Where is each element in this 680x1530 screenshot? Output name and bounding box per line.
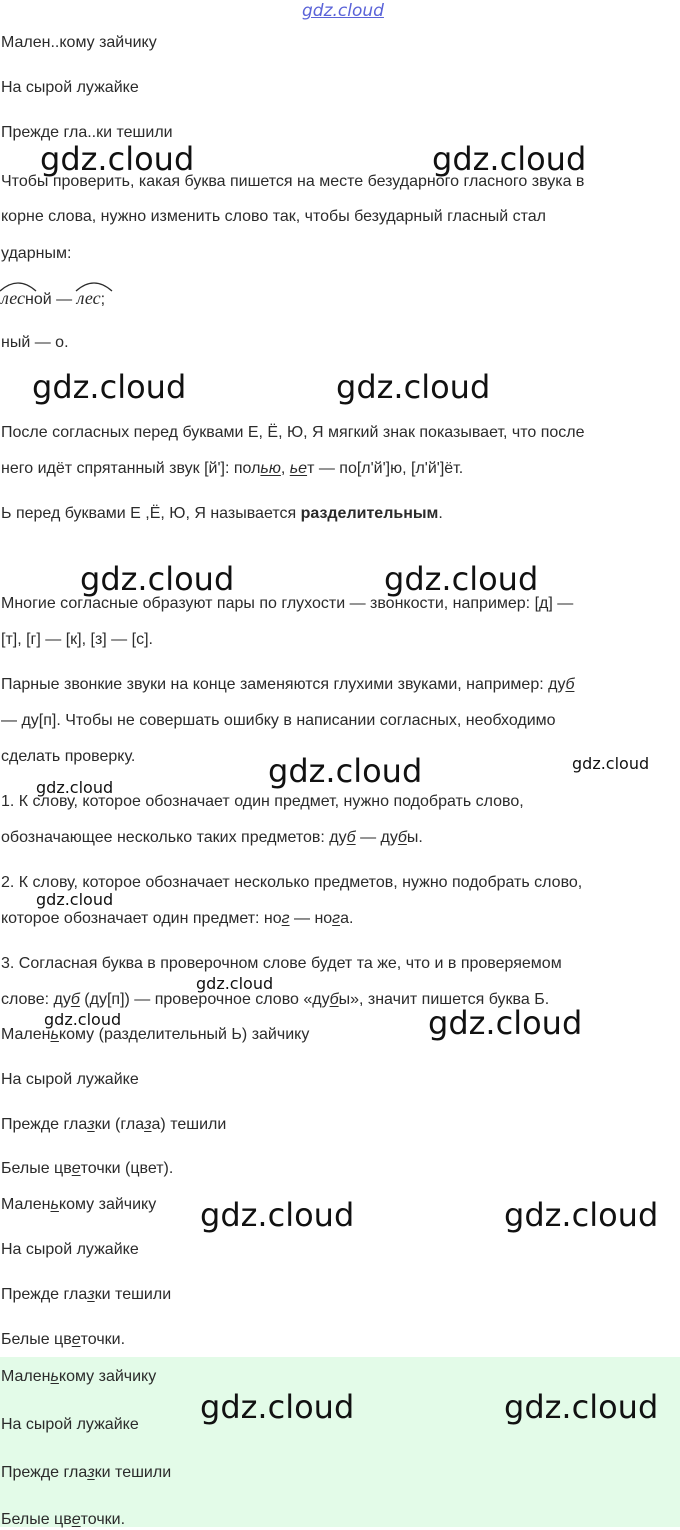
watermark: gdz.cloud [428,1004,583,1042]
watermark: gdz.cloud [32,368,187,406]
poem-explained-line-2: На сырой лужайке [1,1071,139,1088]
root-text: лес [76,288,101,308]
marked-letter: ью [260,460,281,477]
text-part: кому зайчику [58,1368,157,1385]
poem-final-line-1 [1,1195,156,1215]
marked-letter: б [565,676,575,693]
example-end: ; [100,291,106,308]
marked-letter: з [87,1116,95,1133]
poem-final-line-4 [1,1330,125,1350]
text-part: Прежде гла [1,1464,88,1481]
watermark: gdz.cloud [432,140,587,178]
text-part: а) тешили [151,1116,227,1133]
rule3-line-1: Многие согласные образуют пары по глухости — звонкости, например: [д] — [1,595,574,612]
poem-gap-line-2: На сырой лужайке [1,79,139,96]
watermark: gdz.cloud [384,560,539,598]
rule3-point3-line-1: 3. Согласная буква в проверочном слове будет та же, что и в проверяемом [1,955,562,972]
text-part: точки. [80,1511,126,1528]
text-part: Прежде гла [1,1286,88,1303]
text-part: Прежде гла [1,1116,88,1133]
rule1-line-2: корне слова, нужно изменить слово так, чтобы безударный гласный стал [1,208,546,225]
watermark: gdz.cloud [36,890,114,909]
suffix-text: ной [25,291,52,308]
marked-letter: б [70,991,80,1008]
poem-explained-line-3 [1,1115,226,1135]
text-part: ки (гла [94,1116,145,1133]
rule3-line-4: — ду[п]. Чтобы не совершать ошибку в написании согласных, необходимо [1,712,556,729]
text-part: — но [289,910,333,927]
watermark: gdz.cloud [200,1388,355,1426]
example-dash: — [56,291,73,308]
text-part: Белые цв [1,1160,72,1177]
root-lesnoy [1,288,25,308]
marked-letter: б [329,991,339,1008]
poem-answer-line-4 [1,1510,125,1530]
text-part: Парные звонкие звуки на конце заменяются глухими звуками, например: ду [1,676,566,693]
text-part: Белые цв [1,1511,72,1528]
poem-answer-line-2: На сырой лужайке [1,1416,139,1433]
rule2-line-3 [1,504,443,524]
watermark: gdz.cloud [196,974,274,993]
root-les [77,288,101,308]
watermark: gdz.cloud [80,560,235,598]
poem-final-line-2: На сырой лужайке [1,1241,139,1258]
text-part: кому зайчику [58,1196,157,1213]
text-part: которое обозначает один предмет: но [1,910,282,927]
text-part: ы. [406,829,423,846]
marked-letter: е [71,1160,81,1177]
watermark: gdz.cloud [504,1388,659,1426]
marked-letter: ь [50,1368,59,1385]
text-part: ки тешили [94,1464,172,1481]
rule3-line-2: [т], [г] — [к], [з] — [с]. [1,631,153,648]
text-part: слове: ду [1,991,71,1008]
text-part: Мален [1,1026,51,1043]
watermark: gdz.cloud [200,1196,355,1234]
text-part: (ду[п]) — проверочное слово «ду [79,991,330,1008]
watermark: gdz.cloud [572,754,650,773]
rule3-point1-line-2 [1,828,423,848]
rule3-point2-line-2 [1,909,353,929]
marked-letter: е [71,1511,81,1528]
rule3-line-3 [1,675,574,695]
poem-answer-line-3 [1,1463,171,1483]
rule1-line-3: ударным: [1,245,72,262]
text-part: Ь перед буквами Е ,Ё, Ю, Я называется [1,505,301,522]
rule2-line-2 [1,459,463,479]
marked-letter: ь [50,1026,59,1043]
text-part: а. [340,910,354,927]
poem-gap-line-3: Прежде гла..ки тешили [1,124,173,141]
marked-letter: ье [289,460,308,477]
marked-letter: г [281,910,290,927]
watermark: gdz.cloud [36,778,114,797]
rule1-example [1,288,105,310]
marked-letter: б [397,829,407,846]
watermark: gdz.cloud [44,1010,122,1029]
root-arc-icon [75,280,113,292]
poem-final-line-3 [1,1285,171,1305]
term-bold: разделительным [300,505,439,522]
marked-letter: з [144,1116,152,1133]
root-text: лес [1,288,26,308]
rule3-point2-line-1: 2. К слову, которое обозначает несколько предметов, нужно подобрать слово, [1,874,583,891]
text-part: точки. [80,1331,126,1348]
text-part: обозначающее несколько таких предметов: ду [1,829,347,846]
text-part: точки (цвет). [80,1160,174,1177]
rule1-line-1: Чтобы проверить, какая буква пишется на месте безударного гласного звука в [1,173,585,190]
root-arc-icon [0,280,37,292]
text-part: . [438,505,443,522]
poem-explained-line-4 [1,1159,173,1179]
marked-letter: з [87,1464,95,1481]
text-part: него идёт спрятанный звук [й']: пол [1,460,261,477]
watermark: gdz.cloud [504,1196,659,1234]
marked-letter: б [346,829,356,846]
text-part: — ду [355,829,398,846]
marked-letter: з [87,1286,95,1303]
text-part: ы», значит пишется буква Б. [338,991,550,1008]
site-link[interactable]: gdz.cloud [302,1,384,21]
poem-gap-line-1: Мален..кому зайчику [1,34,157,51]
text-part: т — по[л'й']ю, [л'й']ёт. [307,460,464,477]
rule2-line-1: После согласных перед буквами Е, Ё, Ю, Я мягкий знак показывает, что после [1,424,585,441]
marked-letter: ь [50,1196,59,1213]
rule1-line-5: ный — о. [1,334,69,351]
text-part: Мален [1,1196,51,1213]
text-part: Мален [1,1368,51,1385]
watermark: gdz.cloud [268,752,423,790]
poem-answer-line-1 [1,1367,156,1387]
watermark: gdz.cloud [40,140,195,178]
rule3-point1-line-1: 1. К слову, которое обозначает один предмет, нужно подобрать слово, [1,793,524,810]
text-part: кому (разделительный Ь) зайчику [58,1026,310,1043]
marked-letter: е [71,1331,81,1348]
text-part: , [280,460,290,477]
watermark: gdz.cloud [336,368,491,406]
text-part: ки тешили [94,1286,172,1303]
marked-letter: г [332,910,341,927]
rule3-line-5: сделать проверку. [1,748,136,765]
text-part: Белые цв [1,1331,72,1348]
